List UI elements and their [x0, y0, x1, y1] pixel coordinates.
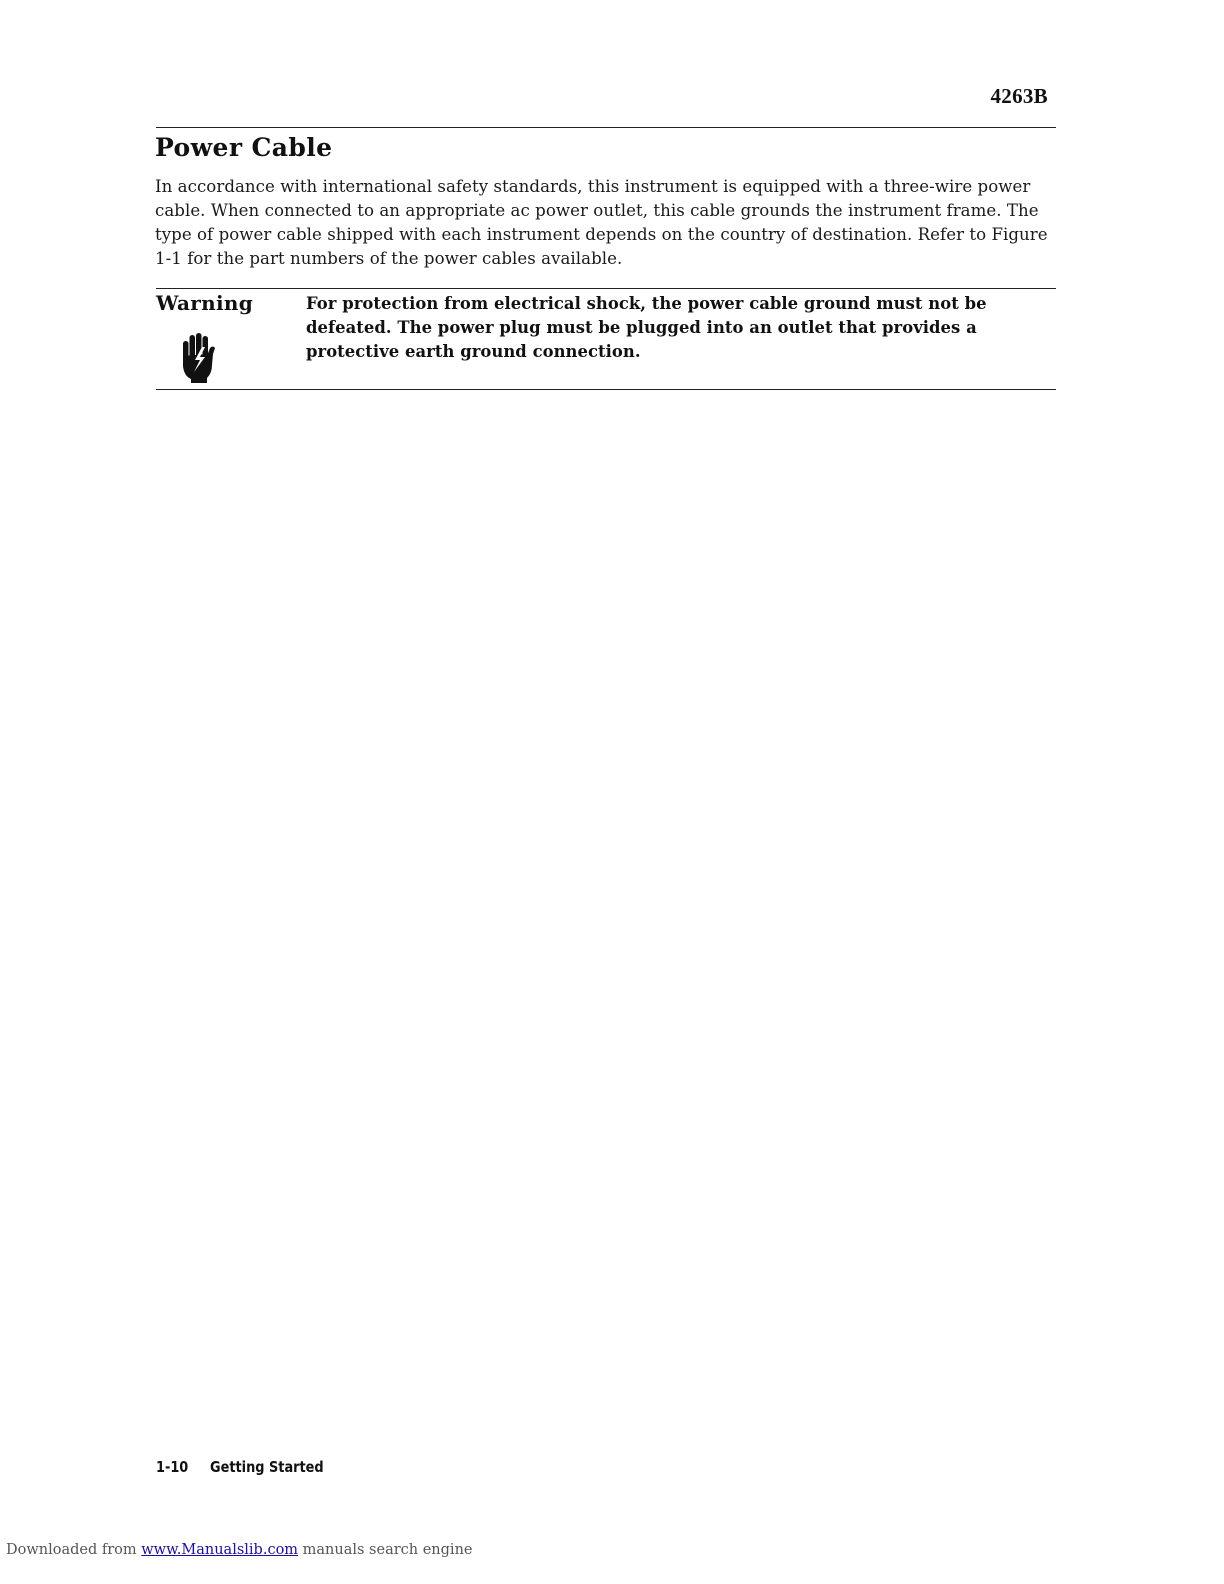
warning-label: Warning [156, 291, 253, 315]
page-footer [156, 1458, 324, 1476]
page-number: 1-10 [156, 1458, 189, 1476]
warning-hand-icon [180, 332, 216, 384]
header-divider [156, 127, 1056, 128]
source-prefix: Downloaded from [6, 1542, 137, 1558]
source-line [6, 1542, 473, 1558]
warning-bottom-divider [156, 389, 1056, 390]
warning-top-divider [156, 288, 1056, 289]
warning-text: For protection from electrical shock, the power cable ground must not be defeated. The power plug must be plugged into an outlet that provides a protective earth ground connection. [306, 294, 987, 361]
model-number: 4263B [990, 84, 1048, 108]
section-title: Power Cable [155, 133, 333, 162]
manualslib-link[interactable]: www.Manualslib.com [141, 1542, 299, 1558]
chapter-title: Getting Started [209, 1458, 324, 1476]
section-body: In accordance with international safety standards, this instrument is equipped with a three-wire power cable. When connected to an appropriate ac power outlet, this cable grounds the instrument frame. The type of power cable shipped with each instrument depends on the country of destination. Refer to Figure 1-1 for the part numbers of the power cables available. [155, 177, 1048, 268]
source-suffix: manuals search engine [302, 1542, 473, 1558]
